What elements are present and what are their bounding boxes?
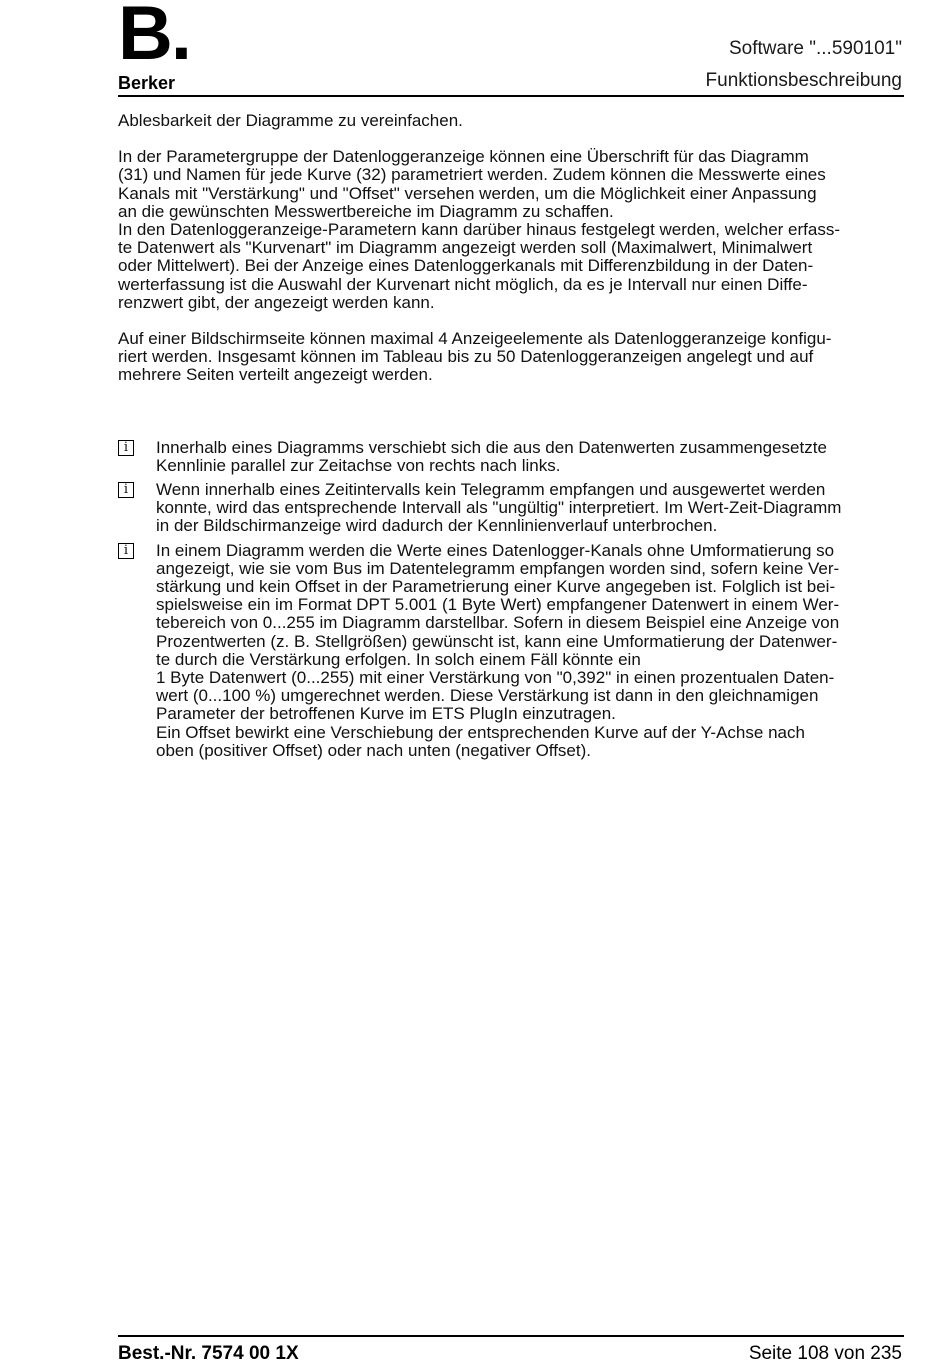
info-note — [118, 542, 904, 760]
text-line: Prozentwerten (z. B. Stellgrößen) gewünscht ist, kann eine Umformatierung der Datenwer- — [156, 631, 838, 651]
text-line: werterfassung ist die Auswahl der Kurvenart nicht möglich, da es je Intervall nur einen Diffe- — [118, 274, 808, 294]
text-line: In der Parametergruppe der Datenloggeranzeige können eine Überschrift für das Diagramm — [118, 147, 809, 167]
text-line: spielsweise ein im Format DPT 5.001 (1 Byte Wert) empfangener Datenwert in einem Wer- — [156, 595, 840, 615]
text-line: In einem Diagramm werden die Werte eines Datenlogger-Kanals ohne Umformatierung so — [156, 540, 835, 560]
text-line: 1 Byte Datenwert (0...255) mit einer Verstärkung von "0,392" in einen prozentualen Daten- — [156, 668, 835, 688]
text-line: angezeigt, wie sie vom Bus im Datentelegramm empfangen worden sind, sofern keine Ver- — [156, 558, 840, 578]
paragraph — [118, 330, 904, 385]
text-line: tebereich von 0...255 im Diagramm darstellbar. Sofern in diesem Beispiel eine Anzeige von — [156, 613, 840, 633]
page-number: Seite 108 von 235 — [748, 1343, 902, 1364]
info-note — [118, 481, 904, 536]
text-line: oben (positiver Offset) oder nach unten (negativer Offset). — [156, 740, 591, 760]
text-line: In den Datenloggeranzeige-Parametern kann darüber hinaus festgelegt werden, welcher erfass- — [118, 220, 840, 240]
text-line: te Datenwert als "Kurvenart" im Diagramm angezeigt werden soll (Maximalwert, Minimalwert — [118, 238, 813, 258]
logo-brand: Berker — [118, 73, 176, 93]
text-line: riert werden. Insgesamt können im Tableau bis zu 50 Datenloggeranzeigen angelegt und auf — [118, 347, 814, 367]
footer-rule — [118, 1335, 904, 1337]
text-line: Wenn innerhalb eines Zeitintervalls kein Telegramm empfangen und ausgewertet werden — [156, 480, 826, 500]
logo-mark: B. — [118, 0, 190, 76]
text-line: mehrere Seiten verteilt angezeigt werden. — [118, 365, 433, 385]
berker-logo — [118, 0, 190, 93]
text-line: konnte, wird das entsprechende Intervall als "ungültig" interpretiert. Im Wert-Zeit-Diagramm — [156, 498, 842, 518]
text-line: in der Bildschirmanzeige wird dadurch der Kennlinienverlauf unterbrochen. — [156, 516, 718, 536]
text-line: Kanals mit "Verstärkung" und "Offset" versehen werden, um die Möglichkeit einer Anpassung — [118, 183, 817, 203]
header-info — [706, 33, 902, 97]
order-number: Best.-Nr. 7574 00 1X — [118, 1343, 299, 1364]
header-rule — [118, 95, 904, 97]
text-line: te durch die Verstärkung erfolgen. In solch einem Fäll könnte ein — [156, 649, 641, 669]
text-line: (31) und Namen für jede Kurve (32) parametriert werden. Zudem können die Messwerte eines — [118, 165, 826, 185]
text-line: Innerhalb eines Diagramms verschiebt sich die aus den Datenwerten zusammengesetzte — [156, 437, 827, 457]
text-line: Ablesbarkeit der Diagramme zu vereinfachen. — [118, 111, 463, 130]
info-icon: i — [118, 543, 134, 559]
text-line: renzwert gibt, der angezeigt werden kann. — [118, 292, 435, 312]
info-note — [118, 439, 904, 475]
info-icon: i — [118, 440, 134, 456]
software-version: Software "...590101" — [729, 38, 902, 59]
text-line: Auf einer Bildschirmseite können maximal 4 Anzeigeelemente als Datenloggeranzeige konfigu- — [118, 329, 832, 349]
text-line: oder Mittelwert). Bei der Anzeige eines Datenloggerkanals mit Differenzbildung in der Daten- — [118, 256, 814, 276]
text-line: Ein Offset bewirkt eine Verschiebung der entsprechenden Kurve auf der Y-Achse nach — [156, 722, 805, 742]
text-line: Kennlinie parallel zur Zeitachse von rechts nach links. — [156, 455, 561, 475]
document-type: Funktionsbeschreibung — [705, 70, 902, 91]
paragraph — [118, 112, 904, 130]
page-body — [118, 112, 904, 760]
text-line: stärkung und kein Offset in der Parametrierung einer Kurve angegeben ist. Folglich ist bei- — [156, 577, 836, 597]
text-line: Parameter der betroffenen Kurve im ETS PlugIn einzutragen. — [156, 704, 616, 724]
paragraph — [118, 148, 904, 312]
text-line: an die gewünschten Messwertbereiche im Diagramm zu schaffen. — [118, 201, 614, 221]
info-icon: i — [118, 482, 134, 498]
text-line: wert (0...100 %) umgerechnet werden. Diese Verstärkung ist dann in den gleichnamigen — [156, 686, 819, 706]
